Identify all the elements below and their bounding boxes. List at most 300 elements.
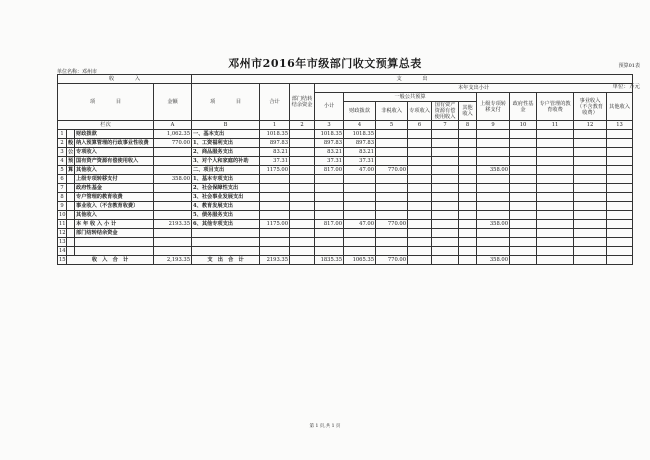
value-cell: 897.83 [344, 139, 376, 148]
income-amount: 2193.35 [154, 220, 192, 229]
value-cell [510, 193, 537, 202]
value-cell [290, 166, 315, 175]
value-cell [376, 229, 408, 238]
value-cell [459, 193, 477, 202]
value-cell [537, 148, 574, 157]
index-num: 13 [607, 121, 633, 130]
this-year-header: 本年支出小计 [315, 84, 633, 93]
row-number: 13 [59, 238, 66, 245]
value-cell: 817.00 [315, 220, 344, 229]
value-cell [408, 184, 432, 193]
value-cell [607, 139, 633, 148]
index-num: 4 [344, 121, 376, 130]
expenditure-item: 1、工资福利支出 [192, 139, 260, 148]
value-cell [408, 148, 432, 157]
value-cell [344, 175, 376, 184]
value-cell: 770.00 [376, 166, 408, 175]
table-row [58, 229, 633, 238]
value-cell [432, 157, 459, 166]
value-cell [607, 148, 633, 157]
form-code: 预算01表 [618, 63, 640, 69]
value-cell [459, 157, 477, 166]
value-cell [315, 175, 344, 184]
value-cell [459, 148, 477, 157]
value-cell [408, 238, 432, 247]
value-cell [260, 193, 290, 202]
row-number: 5 [58, 166, 67, 175]
value-cell [432, 175, 459, 184]
total-value-cell [574, 256, 607, 265]
value-cell [510, 247, 537, 256]
value-cell [477, 238, 510, 247]
row-group-char: 般 [68, 139, 74, 146]
total-value-cell: 770.00 [376, 256, 408, 265]
row-number: 15 [59, 256, 66, 263]
value-cell [510, 211, 537, 220]
value-cell [344, 229, 376, 238]
value-cell [574, 220, 607, 229]
value-cell [607, 238, 633, 247]
value-cell [477, 229, 510, 238]
state-asset-header: 国有资产资源有偿使用收入 [432, 102, 459, 121]
row-group-char: 公 [68, 148, 74, 155]
value-cell [408, 193, 432, 202]
index-num: 2 [290, 121, 315, 130]
income-item: 财政拨款 [75, 130, 154, 139]
value-cell [537, 184, 574, 193]
expenditure-item [192, 238, 260, 247]
value-cell [574, 184, 607, 193]
value-cell [510, 139, 537, 148]
income-item: 政府性基金 [75, 184, 154, 193]
income-amount [154, 202, 192, 211]
income-total-amount: 2,193.35 [154, 256, 192, 265]
value-cell [537, 175, 574, 184]
value-cell: 897.83 [260, 139, 290, 148]
value-cell [376, 130, 408, 139]
value-cell [432, 238, 459, 247]
index-num: 11 [537, 121, 574, 130]
income-item: 本 年 收 入 小 计 [75, 220, 154, 229]
value-cell [376, 211, 408, 220]
value-cell: 37.31 [260, 157, 290, 166]
value-cell: 817.00 [315, 166, 344, 175]
value-cell [432, 202, 459, 211]
income-item: 其他收入 [75, 211, 154, 220]
value-cell [290, 184, 315, 193]
value-cell: 47.00 [344, 220, 376, 229]
value-cell [477, 175, 510, 184]
value-cell [459, 139, 477, 148]
value-cell [537, 166, 574, 175]
total-row [58, 256, 633, 265]
value-cell [510, 166, 537, 175]
value-cell [432, 211, 459, 220]
row-number: 8 [58, 193, 67, 202]
value-cell [574, 130, 607, 139]
general-budget-header: 一般公共预算 [344, 93, 477, 102]
row-group-char [67, 238, 75, 247]
value-cell [290, 130, 315, 139]
fee-header: 非税收入 [376, 102, 408, 121]
value-cell [260, 184, 290, 193]
total-value-cell [432, 256, 459, 265]
value-cell [432, 130, 459, 139]
total-value-cell [290, 256, 315, 265]
value-cell [376, 139, 408, 148]
value-cell [510, 202, 537, 211]
header-row-1 [58, 75, 633, 84]
row-number: 7 [58, 184, 67, 193]
value-cell [510, 157, 537, 166]
value-cell [432, 139, 459, 148]
value-cell [376, 184, 408, 193]
income-amount [154, 247, 192, 256]
income-item: 事业收入（不含教育收费） [75, 202, 154, 211]
value-cell [376, 157, 408, 166]
row-group-char [67, 220, 75, 229]
table-row [58, 184, 633, 193]
value-cell [290, 202, 315, 211]
value-cell: 897.83 [315, 139, 344, 148]
value-cell [290, 211, 315, 220]
value-cell [459, 166, 477, 175]
value-cell: 1175.00 [260, 220, 290, 229]
value-cell [574, 247, 607, 256]
value-cell [477, 193, 510, 202]
total-value-cell: 2193.35 [260, 256, 290, 265]
value-cell [459, 229, 477, 238]
value-cell [376, 202, 408, 211]
value-cell [477, 157, 510, 166]
value-cell: 83.21 [344, 148, 376, 157]
value-cell [477, 130, 510, 139]
value-cell [315, 211, 344, 220]
income-amount [154, 229, 192, 238]
value-cell [537, 139, 574, 148]
gov-fund-header: 政府性基金 [510, 93, 537, 121]
value-cell [290, 220, 315, 229]
expenditure-item: 一、基本支出 [192, 130, 260, 139]
value-cell [315, 193, 344, 202]
value-cell [574, 157, 607, 166]
value-cell: 1018.35 [344, 130, 376, 139]
page-footer: 第 1 页,共 1 页 [309, 424, 341, 429]
income-item: 上级专项转移支付 [75, 175, 154, 184]
index-num: 5 [376, 121, 408, 130]
index-label: 栏次 [58, 121, 154, 130]
income-item: 专户管理的教育收费 [75, 193, 154, 202]
index-num: 12 [574, 121, 607, 130]
index-num: 7 [432, 121, 459, 130]
value-cell [260, 238, 290, 247]
index-num: 8 [459, 121, 477, 130]
income-amount [154, 211, 192, 220]
value-cell [408, 220, 432, 229]
page-title: 邓州市2016年市级部门收文预算总表 [228, 57, 422, 70]
other-inc-header: 其他收入 [459, 102, 477, 121]
value-cell [290, 229, 315, 238]
value-cell [459, 202, 477, 211]
value-cell [408, 229, 432, 238]
expenditure-item: 2、商品服务支出 [192, 148, 260, 157]
income-header: 收 入 [58, 75, 192, 84]
value-cell [510, 184, 537, 193]
table-row [58, 193, 633, 202]
expenditure-item: 3、对个人和家庭的补助 [192, 157, 260, 166]
value-cell [315, 184, 344, 193]
row-number: 10 [59, 211, 66, 218]
expenditure-item: 3、社会事业发展支出 [192, 193, 260, 202]
value-cell [344, 211, 376, 220]
row-group-char [67, 184, 75, 193]
value-cell [510, 229, 537, 238]
other-col-header: 其他收入 [607, 93, 633, 121]
value-cell [260, 175, 290, 184]
table-row [58, 175, 633, 184]
income-amount: 1,062.35 [154, 130, 192, 139]
index-a: A [154, 121, 192, 130]
unit-name: 单位名称：邓州市 [57, 69, 98, 75]
total-value-cell [607, 256, 633, 265]
total-value-cell [459, 256, 477, 265]
value-cell [290, 148, 315, 157]
value-cell [432, 184, 459, 193]
value-cell [432, 229, 459, 238]
total-value-cell: 358.00 [477, 256, 510, 265]
value-cell [537, 238, 574, 247]
value-cell [290, 139, 315, 148]
value-cell [574, 202, 607, 211]
business-header: 事业收入（不含教育收费） [574, 93, 607, 121]
value-cell [290, 193, 315, 202]
value-cell [574, 193, 607, 202]
value-cell: 358.00 [477, 166, 510, 175]
row-group-char [67, 211, 75, 220]
index-row [58, 121, 633, 130]
value-cell [432, 166, 459, 175]
value-cell [510, 220, 537, 229]
value-cell [376, 175, 408, 184]
income-amount: 770.00 [154, 139, 192, 148]
value-cell [574, 229, 607, 238]
value-cell [537, 157, 574, 166]
value-cell [574, 175, 607, 184]
expenditure-item: 2、社会保障性支出 [192, 184, 260, 193]
value-cell [260, 247, 290, 256]
value-cell [574, 211, 607, 220]
value-cell [290, 157, 315, 166]
row-group-char: 预 [68, 157, 74, 164]
income-amount: 358.00 [154, 175, 192, 184]
value-cell [607, 211, 633, 220]
table-row [58, 139, 633, 148]
index-b: B [192, 121, 260, 130]
value-cell [408, 166, 432, 175]
value-cell [260, 202, 290, 211]
value-cell [574, 139, 607, 148]
income-amount [154, 157, 192, 166]
row-group-char [67, 202, 75, 211]
value-cell [607, 229, 633, 238]
value-cell [315, 229, 344, 238]
value-cell [376, 247, 408, 256]
value-cell: 47.00 [344, 166, 376, 175]
value-cell [432, 193, 459, 202]
value-cell [537, 229, 574, 238]
value-cell [607, 193, 633, 202]
total-value-cell [408, 256, 432, 265]
value-cell [290, 247, 315, 256]
value-cell [376, 193, 408, 202]
value-cell [477, 211, 510, 220]
value-cell [607, 247, 633, 256]
value-cell [537, 220, 574, 229]
fiscal-header: 财政拨款 [344, 102, 376, 121]
income-item: 部门结转结余资金 [75, 229, 154, 238]
value-cell [607, 157, 633, 166]
value-cell [607, 202, 633, 211]
table-row [58, 220, 633, 229]
total-value-cell [537, 256, 574, 265]
value-cell [607, 166, 633, 175]
row-group-char [67, 247, 75, 256]
value-cell [432, 247, 459, 256]
value-cell [459, 238, 477, 247]
expenditure-item: 5、债务服务支出 [192, 211, 260, 220]
value-cell [408, 157, 432, 166]
value-cell [459, 184, 477, 193]
value-cell [537, 202, 574, 211]
value-cell [477, 202, 510, 211]
index-num: 6 [408, 121, 432, 130]
row-group-char [67, 193, 75, 202]
value-cell [376, 148, 408, 157]
value-cell [459, 211, 477, 220]
row-number: 4 [58, 157, 67, 166]
value-cell: 83.21 [315, 148, 344, 157]
expenditure-item [192, 229, 260, 238]
table-row [58, 166, 633, 175]
row-number: 14 [59, 247, 66, 254]
row-number: 1 [58, 130, 67, 139]
total-value-cell: 1835.35 [315, 256, 344, 265]
value-cell [459, 175, 477, 184]
value-cell [510, 148, 537, 157]
value-cell [574, 166, 607, 175]
income-amount [154, 148, 192, 157]
value-cell [510, 130, 537, 139]
row-number: 9 [58, 202, 67, 211]
table-row [58, 238, 633, 247]
row-number: 11 [59, 220, 66, 227]
value-cell [315, 247, 344, 256]
row-group-char [67, 229, 75, 238]
dept-balance-header: 部门结转结余资金 [290, 84, 315, 121]
value-cell [477, 139, 510, 148]
value-cell [408, 130, 432, 139]
value-cell [510, 175, 537, 184]
value-cell [260, 229, 290, 238]
expenditure-total-label: 支 出 合 计 [192, 256, 260, 265]
special-header: 专项收入 [408, 102, 432, 121]
value-cell [344, 202, 376, 211]
expenditure-item: 二、项目支出 [192, 166, 260, 175]
value-cell [376, 238, 408, 247]
row-number: 2 [58, 139, 67, 148]
row-number: 12 [59, 229, 66, 236]
value-cell [344, 247, 376, 256]
income-amount [154, 238, 192, 247]
index-num: 10 [510, 121, 537, 130]
value-cell [537, 211, 574, 220]
value-cell [344, 238, 376, 247]
value-cell [315, 238, 344, 247]
value-cell [408, 247, 432, 256]
value-cell [290, 238, 315, 247]
value-cell [315, 202, 344, 211]
value-cell: 83.21 [260, 148, 290, 157]
row-number: 3 [58, 148, 67, 157]
value-cell [290, 175, 315, 184]
expenditure-item: 6、其他专项支出 [192, 220, 260, 229]
value-cell [607, 130, 633, 139]
value-cell [432, 148, 459, 157]
expenditure-item [192, 247, 260, 256]
total-value-cell: 1065.35 [344, 256, 376, 265]
upper-special-header: 上级专项转移支付 [477, 93, 510, 121]
value-cell [408, 211, 432, 220]
income-amount [154, 193, 192, 202]
index-num: 9 [477, 121, 510, 130]
value-cell [459, 247, 477, 256]
table-body [58, 75, 633, 265]
income-item [75, 247, 154, 256]
value-cell: 37.31 [344, 157, 376, 166]
value-cell [607, 220, 633, 229]
table-row [58, 148, 633, 157]
row-group-char: 算 [68, 166, 74, 173]
value-cell [537, 193, 574, 202]
income-item [75, 238, 154, 247]
unit-amount: 单位：万元 [612, 84, 640, 90]
value-cell [260, 211, 290, 220]
exp-item-header: 项 目 [192, 84, 260, 121]
value-cell: 37.31 [315, 157, 344, 166]
value-cell [408, 175, 432, 184]
table-row [58, 211, 633, 220]
row-number: 6 [58, 175, 67, 184]
value-cell [537, 130, 574, 139]
special-mgmt-header: 专户管理的教育收费 [537, 93, 574, 121]
expenditure-item: 1、基本专项支出 [192, 175, 260, 184]
table-row [58, 130, 633, 139]
table-row [58, 202, 633, 211]
income-item: 专项收入 [75, 148, 154, 157]
value-cell [459, 220, 477, 229]
value-cell [574, 238, 607, 247]
index-num: 3 [315, 121, 344, 130]
value-cell [537, 247, 574, 256]
value-cell [477, 184, 510, 193]
value-cell [459, 130, 477, 139]
value-cell [477, 247, 510, 256]
value-cell: 358.00 [477, 220, 510, 229]
value-cell [408, 139, 432, 148]
expenditure-item: 4、教育发展支出 [192, 202, 260, 211]
value-cell [344, 184, 376, 193]
value-cell [510, 238, 537, 247]
